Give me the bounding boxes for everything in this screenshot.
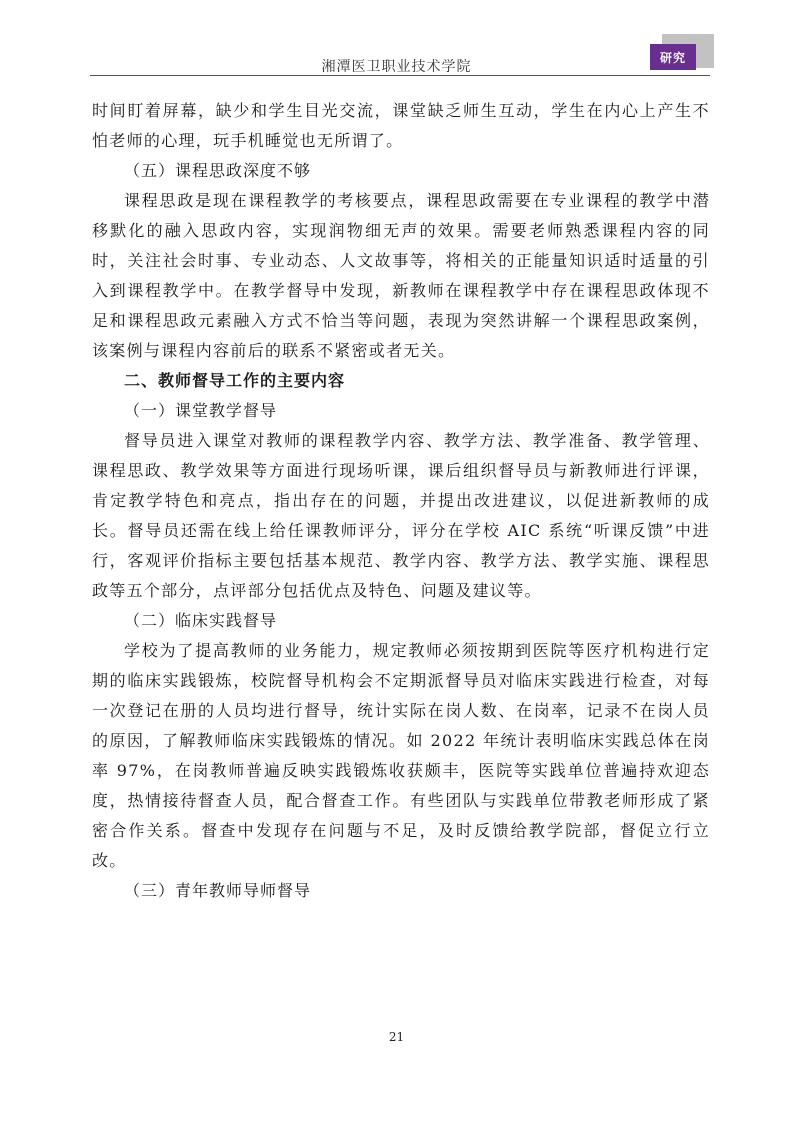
section-heading-2: 二、教师督导工作的主要内容 [124, 371, 346, 390]
subheading-1: （一）课堂教学督导 [124, 401, 278, 420]
header-rule [90, 75, 710, 76]
header-title: 湘潭医卫职业技术学院 [321, 59, 472, 75]
paragraph: 课程思政是现在课程教学的考核要点，课程思政需要在专业课程的教学中潜移默化的融入思政内容，实现润物细无声的效果。需要老师熟悉课程内容的同时，关注社会时事、专业动态、人文故事等，将相关的正能量知识适时适量的引入到课程教学中。在教学督导中发现，新教师在课程教学中存在课程思政体现不足和课程思政元素融入方式不恰当等问题，表现为突然讲解一个课程思政案例，该案例与课程内容前后的联系不紧密或者无关。 [92, 191, 710, 360]
section-badge [650, 44, 696, 70]
paragraph: 学校为了提高教师的业务能力，规定教师必须按期到医院等医疗机构进行定期的临床实践锻炼，校院督导机构会不定期派督导员对临床实践进行检查，对每一次登记在册的人员均进行督导，统计实际在岗人数、在岗率，记录不在岗人员的原因，了解教师临床实践锻炼的情况。如 2022 年统计表明临床实践总体在岗率 97%，在岗教师普遍反映实践锻炼收获颇丰，医院等实践单位普遍持欢迎态度，热情接待督查人员，配合督查工作。有些团队与实践单位带教老师形成了紧密合作关系。督查中发现存在问题与不足，及时反馈给教学院部，督促立行立改。 [92, 641, 710, 870]
page-number: 21 [388, 1030, 405, 1044]
paragraph-continued: 时间盯着屏幕，缺少和学生目光交流，课堂缺乏师生互动，学生在内心上产生不怕老师的心理，玩手机睡觉也无所谓了。 [92, 101, 710, 150]
subheading-5: （五）课程思政深度不够 [124, 161, 312, 180]
subheading-3: （三）青年教师导师督导 [124, 881, 312, 900]
page-body [92, 96, 710, 906]
paragraph: 督导员进入课堂对教师的课程教学内容、教学方法、教学准备、教学管理、课程思政、教学效果等方面进行现场听课，课后组织督导员与新教师进行评课，肯定教学特色和亮点，指出存在的问题，并提出改进建议，以促进新教师的成长。督导员还需在线上给任课教师评分，评分在学校 AIC 系统“听课反馈”中进行，客观评价指标主要包括基本规范、教学内容、教学方法、教学实施、课程思政等五个部分，点评部分包括优点及特色、问题及建议等。 [92, 431, 710, 600]
subheading-2: （二）临床实践督导 [124, 611, 278, 630]
section-badge-label: 研究 [659, 50, 686, 65]
